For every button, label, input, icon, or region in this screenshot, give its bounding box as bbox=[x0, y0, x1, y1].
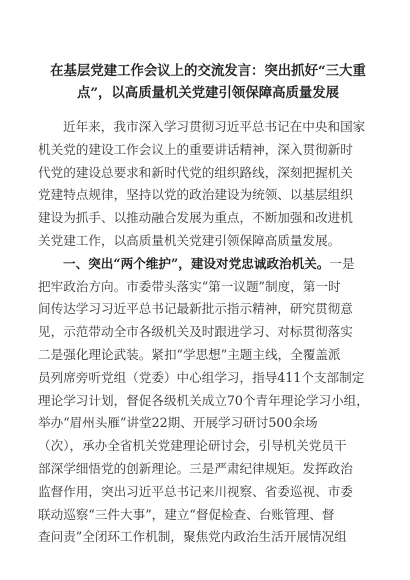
paragraph-line: 联动巡察“三件大事”，建立“督促检查、台账管理、督 bbox=[38, 506, 335, 522]
title-line-1: 在基层党建工作会议上的交流发言：突出抓好“三大重 bbox=[50, 63, 366, 79]
paragraph-section-one bbox=[38, 253, 378, 549]
paragraph-line: 间传达学习习近平总书记最新批示指示精神，研究贯彻意 bbox=[38, 301, 353, 317]
paragraph-line: （次），承办全省机关党建理论研讨会，引导机关党员干 bbox=[38, 438, 347, 454]
paragraph-line: 代党的建设总要求和新时代党的组织路线，深刻把握机关 bbox=[38, 164, 353, 180]
paragraph-line: 理论学习计划，督促各级机关成立70个青年理论学习小组， bbox=[38, 392, 369, 408]
paragraph-line: 二是强化理论武装。紧扣“学思想”主题主线，全覆盖派 bbox=[38, 346, 341, 362]
title-line-2: 点”，以高质量机关党建引领保障高质量发展 bbox=[76, 85, 340, 101]
paragraph-line: 部深学细悟党的创新理论。三是严肃纪律规矩。发挥政治 bbox=[38, 460, 353, 476]
paragraph-line: 关党建工作，以高质量机关党建引领保障高质量发展。 bbox=[38, 232, 341, 248]
paragraph-line: 员列席旁听党组（党委）中心组学习，指导411个支部制定 bbox=[38, 369, 365, 385]
document-title bbox=[38, 60, 378, 104]
paragraph-intro bbox=[38, 116, 378, 253]
section-heading: 一、突出“两个维护”，建设对党忠诚政治机关。 bbox=[63, 255, 330, 271]
paragraph-line: 监督作用，突出习近平总书记来川视察、省委巡视、市委 bbox=[38, 483, 353, 499]
section-heading-rest: 一是 bbox=[329, 255, 355, 271]
section-heading-line bbox=[38, 253, 378, 276]
paragraph-line: 举办“眉州头雁”讲堂22期、开展学习研讨500余场 bbox=[38, 415, 318, 431]
paragraph-line: 见，示范带动全市各级机关及时跟进学习、对标贯彻落实 bbox=[38, 324, 353, 340]
paragraph-line: 机关党的建设工作会议上的重要讲话精神，深入贯彻新时 bbox=[38, 141, 353, 157]
paragraph-line: 把牢政治方向。市委带头落实“第一议题”制度，第一时 bbox=[38, 278, 341, 294]
paragraph-line: 查问责”全闭环工作机制，聚焦党内政治生活开展情况组 bbox=[38, 529, 347, 545]
paragraph-line: 近年来，我市深入学习贯彻习近平总书记在中央和国家 bbox=[63, 119, 366, 134]
paragraph-line: 党建特点规律，坚持以党的政治建设为统领、以基层组织 bbox=[38, 187, 353, 203]
paragraph-line: 建设为抓手、以推动融合发展为重点，不断加强和改进机 bbox=[38, 210, 353, 226]
